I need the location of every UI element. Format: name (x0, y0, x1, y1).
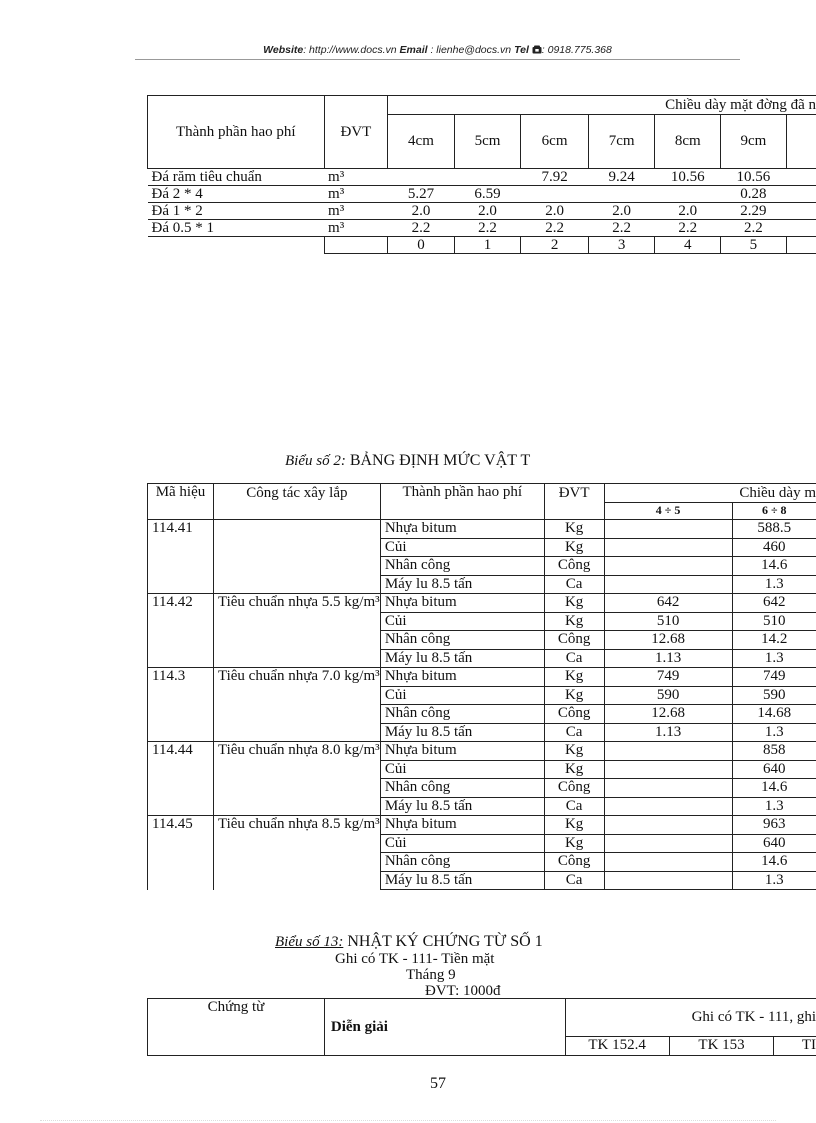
table2-title (285, 452, 530, 470)
item-name: Nhân công (380, 631, 544, 650)
item-name: Nhựa bitum (380, 742, 544, 761)
material-norm-table (147, 483, 816, 890)
row-work (213, 520, 380, 594)
item-value-4-5 (604, 538, 732, 557)
index-cell: 2 (521, 237, 589, 254)
footer-divider (40, 1120, 776, 1121)
cell-value: 2.0 (521, 203, 589, 220)
item-value-4-5 (604, 575, 732, 594)
item-unit: Công (544, 705, 604, 724)
row-name: Đá 1 * 2 (148, 203, 325, 220)
cell-value: 10.56 (655, 169, 721, 186)
item-value-6-8: 14.2 (732, 631, 816, 650)
item-name: Củi (380, 760, 544, 779)
website-value: : http://www.docs.vn (303, 44, 400, 56)
item-value-6-8: 1.3 (732, 723, 816, 742)
item-value-4-5 (604, 816, 732, 835)
cell-value: 2.0 (655, 203, 721, 220)
item-name: Củi (380, 834, 544, 853)
item-name: Củi (380, 612, 544, 631)
material-norm-rows (148, 520, 816, 890)
index-row (148, 237, 816, 254)
row-work: Tiêu chuẩn nhựa 5.5 kg/m³ (213, 594, 380, 668)
index-cell: 4 (655, 237, 721, 254)
thickness-group-header: Chiều dày m (604, 484, 816, 503)
item-value-4-5 (604, 520, 732, 539)
table-row (148, 742, 816, 761)
item-unit: Kg (544, 742, 604, 761)
table-row (148, 186, 816, 203)
website-label: Website (263, 44, 304, 56)
col-code-header: Mã hiệu (148, 484, 214, 520)
cell-value (388, 169, 455, 186)
item-value-4-5 (604, 557, 732, 576)
item-unit: Kg (544, 520, 604, 539)
table-row (148, 203, 816, 220)
item-unit: Kg (544, 760, 604, 779)
item-name: Nhân công (380, 557, 544, 576)
row-code: 114.41 (148, 520, 214, 594)
item-unit: Kg (544, 538, 604, 557)
item-value-6-8: 963 (732, 816, 816, 835)
item-unit: Ca (544, 723, 604, 742)
item-name: Máy lu 8.5 tấn (380, 871, 544, 890)
tel-label: Tel (514, 44, 529, 56)
item-value-6-8: 590 (732, 686, 816, 705)
thickness-sub-header: 6 ÷ 8 (732, 503, 816, 520)
item-unit: Công (544, 779, 604, 798)
thickness-sub-header: 4 ÷ 5 (604, 503, 732, 520)
table2-title-prefix: Biểu số 2: (285, 453, 346, 469)
cell-value: 2.2 (655, 220, 721, 237)
col-unit-header: ĐVT (324, 96, 388, 169)
cell-value (454, 169, 521, 186)
item-name: Nhân công (380, 705, 544, 724)
cell-value: 9.24 (588, 169, 655, 186)
account-header: TI (774, 1036, 816, 1055)
item-name: Máy lu 8.5 tấn (380, 575, 544, 594)
cell-value (588, 186, 655, 203)
index-cell (786, 237, 816, 254)
item-value-4-5: 510 (604, 612, 732, 631)
cell-value: 0.28 (721, 186, 787, 203)
item-unit: Kg (544, 612, 604, 631)
tel-value: : 0918.775.368 (541, 44, 612, 56)
item-value-4-5: 12.68 (604, 631, 732, 650)
col-unit-header: ĐVT (544, 484, 604, 520)
item-unit: Ca (544, 797, 604, 816)
table3-title (275, 933, 543, 951)
journal-voucher-table (147, 998, 816, 1056)
cell-value (655, 186, 721, 203)
item-value-4-5: 1.13 (604, 723, 732, 742)
row-work: Tiêu chuẩn nhựa 8.0 kg/m³ (213, 742, 380, 816)
table3-month: Tháng 9 (406, 967, 456, 983)
thickness-header: 9cm (721, 115, 787, 169)
item-value-4-5: 590 (604, 686, 732, 705)
row-unit: m³ (324, 220, 388, 237)
cell-value: 5.27 (388, 186, 455, 203)
item-unit: Kg (544, 686, 604, 705)
item-value-6-8: 1.3 (732, 575, 816, 594)
table-row (148, 816, 816, 835)
item-value-4-5: 749 (604, 668, 732, 687)
item-name: Nhựa bitum (380, 520, 544, 539)
table-row (148, 520, 816, 539)
item-value-6-8: 460 (732, 538, 816, 557)
item-value-4-5 (604, 871, 732, 890)
cell-value (786, 186, 816, 203)
cell-value (521, 186, 589, 203)
item-value-6-8: 1.3 (732, 797, 816, 816)
item-name: Máy lu 8.5 tấn (380, 797, 544, 816)
row-code: 114.45 (148, 816, 214, 890)
item-unit: Công (544, 557, 604, 576)
thickness-header: 4cm (388, 115, 455, 169)
col-description-header: Diễn giải (324, 999, 565, 1056)
thickness-header (786, 115, 816, 169)
header-divider (135, 59, 740, 60)
table3-title-text: NHẬT KÝ CHỨNG TỪ SỐ 1 (343, 933, 543, 950)
item-value-4-5: 642 (604, 594, 732, 613)
index-cell: 0 (388, 237, 455, 254)
item-unit: Kg (544, 594, 604, 613)
item-name: Máy lu 8.5 tấn (380, 723, 544, 742)
page-header (135, 44, 740, 56)
table3-subtitle: Ghi có TK - 111- Tiền mặt (335, 951, 495, 967)
item-name: Nhựa bitum (380, 816, 544, 835)
col-work-header: Công tác xây lắp (213, 484, 380, 520)
item-value-6-8: 14.6 (732, 779, 816, 798)
page-number: 57 (430, 1075, 446, 1092)
account-header: TK 153 (669, 1036, 774, 1055)
item-value-6-8: 1.3 (732, 649, 816, 668)
col-component-header: Thành phần hao phí (148, 96, 325, 169)
credit-group-header: Ghi có TK - 111, ghi (565, 999, 816, 1037)
item-value-4-5 (604, 779, 732, 798)
row-name: Đá 0.5 * 1 (148, 220, 325, 237)
account-header: TK 152.4 (565, 1036, 669, 1055)
table-row (148, 668, 816, 687)
stone-consumption-table (147, 95, 816, 254)
item-name: Nhựa bitum (380, 668, 544, 687)
cell-value: 2.2 (588, 220, 655, 237)
item-unit: Ca (544, 649, 604, 668)
index-cell: 5 (721, 237, 787, 254)
item-unit: Ca (544, 575, 604, 594)
cell-value: 2.2 (521, 220, 589, 237)
item-value-6-8: 14.6 (732, 557, 816, 576)
item-unit: Kg (544, 668, 604, 687)
item-name: Củi (380, 538, 544, 557)
cell-value: 7.92 (521, 169, 589, 186)
table3-title-prefix: Biểu số 13: (275, 934, 344, 950)
cell-value: 2.2 (388, 220, 455, 237)
row-code: 114.3 (148, 668, 214, 742)
cell-value: 6.59 (454, 186, 521, 203)
row-code: 114.42 (148, 594, 214, 668)
row-code: 114.44 (148, 742, 214, 816)
thickness-header: 8cm (655, 115, 721, 169)
item-value-4-5 (604, 834, 732, 853)
col-component-header: Thành phần hao phí (380, 484, 544, 520)
item-value-4-5 (604, 742, 732, 761)
item-value-6-8: 749 (732, 668, 816, 687)
item-value-6-8: 510 (732, 612, 816, 631)
thickness-header: 5cm (454, 115, 521, 169)
cell-value: 2.2 (721, 220, 787, 237)
cell-value: 2.2 (454, 220, 521, 237)
row-name: Đá 2 * 4 (148, 186, 325, 203)
item-value-4-5: 1.13 (604, 649, 732, 668)
item-value-6-8: 588.5 (732, 520, 816, 539)
table3-unit: ĐVT: 1000đ (425, 983, 501, 999)
item-value-6-8: 642 (732, 594, 816, 613)
stone-rows (148, 169, 816, 254)
thickness-header: 7cm (588, 115, 655, 169)
item-value-6-8: 14.6 (732, 853, 816, 872)
cell-value: 2.0 (388, 203, 455, 220)
cell-value: 10.56 (721, 169, 787, 186)
table-row (148, 169, 816, 186)
item-name: Máy lu 8.5 tấn (380, 649, 544, 668)
table-row (148, 220, 816, 237)
row-unit: m³ (324, 203, 388, 220)
thickness-header: 6cm (521, 115, 589, 169)
item-unit: Công (544, 631, 604, 650)
item-value-4-5 (604, 853, 732, 872)
index-cell: 1 (454, 237, 521, 254)
row-work: Tiêu chuẩn nhựa 8.5 kg/m³ (213, 816, 380, 890)
email-label: Email (399, 44, 428, 56)
item-value-6-8: 858 (732, 742, 816, 761)
item-name: Củi (380, 686, 544, 705)
thickness-group-header: Chiều dày mặt đờng đã n (388, 96, 816, 115)
item-unit: Ca (544, 871, 604, 890)
cell-value: 2.0 (454, 203, 521, 220)
cell-value (786, 220, 816, 237)
row-name: Đá răm tiêu chuẩn (148, 169, 325, 186)
item-value-4-5 (604, 760, 732, 779)
item-value-6-8: 1.3 (732, 871, 816, 890)
row-unit: m³ (324, 186, 388, 203)
item-unit: Kg (544, 816, 604, 835)
cell-value: 2.0 (588, 203, 655, 220)
item-name: Nhựa bitum (380, 594, 544, 613)
row-work: Tiêu chuẩn nhựa 7.0 kg/m³ (213, 668, 380, 742)
item-value-6-8: 640 (732, 760, 816, 779)
col-voucher-header: Chứng từ (148, 999, 325, 1056)
item-name: Nhân công (380, 779, 544, 798)
cell-value (786, 169, 816, 186)
item-name: Nhân công (380, 853, 544, 872)
item-value-4-5 (604, 797, 732, 816)
table2-title-text: BẢNG ĐỊNH MỨC VẬT T (345, 452, 531, 469)
index-cell: 3 (588, 237, 655, 254)
item-value-4-5: 12.68 (604, 705, 732, 724)
cell-value (786, 203, 816, 220)
item-unit: Công (544, 853, 604, 872)
item-value-6-8: 640 (732, 834, 816, 853)
email-value: : lienhe@docs.vn (427, 44, 515, 56)
item-value-6-8: 14.68 (732, 705, 816, 724)
row-unit: m³ (324, 169, 388, 186)
phone-icon (532, 44, 542, 56)
item-unit: Kg (544, 834, 604, 853)
cell-value: 2.29 (721, 203, 787, 220)
table-row (148, 594, 816, 613)
